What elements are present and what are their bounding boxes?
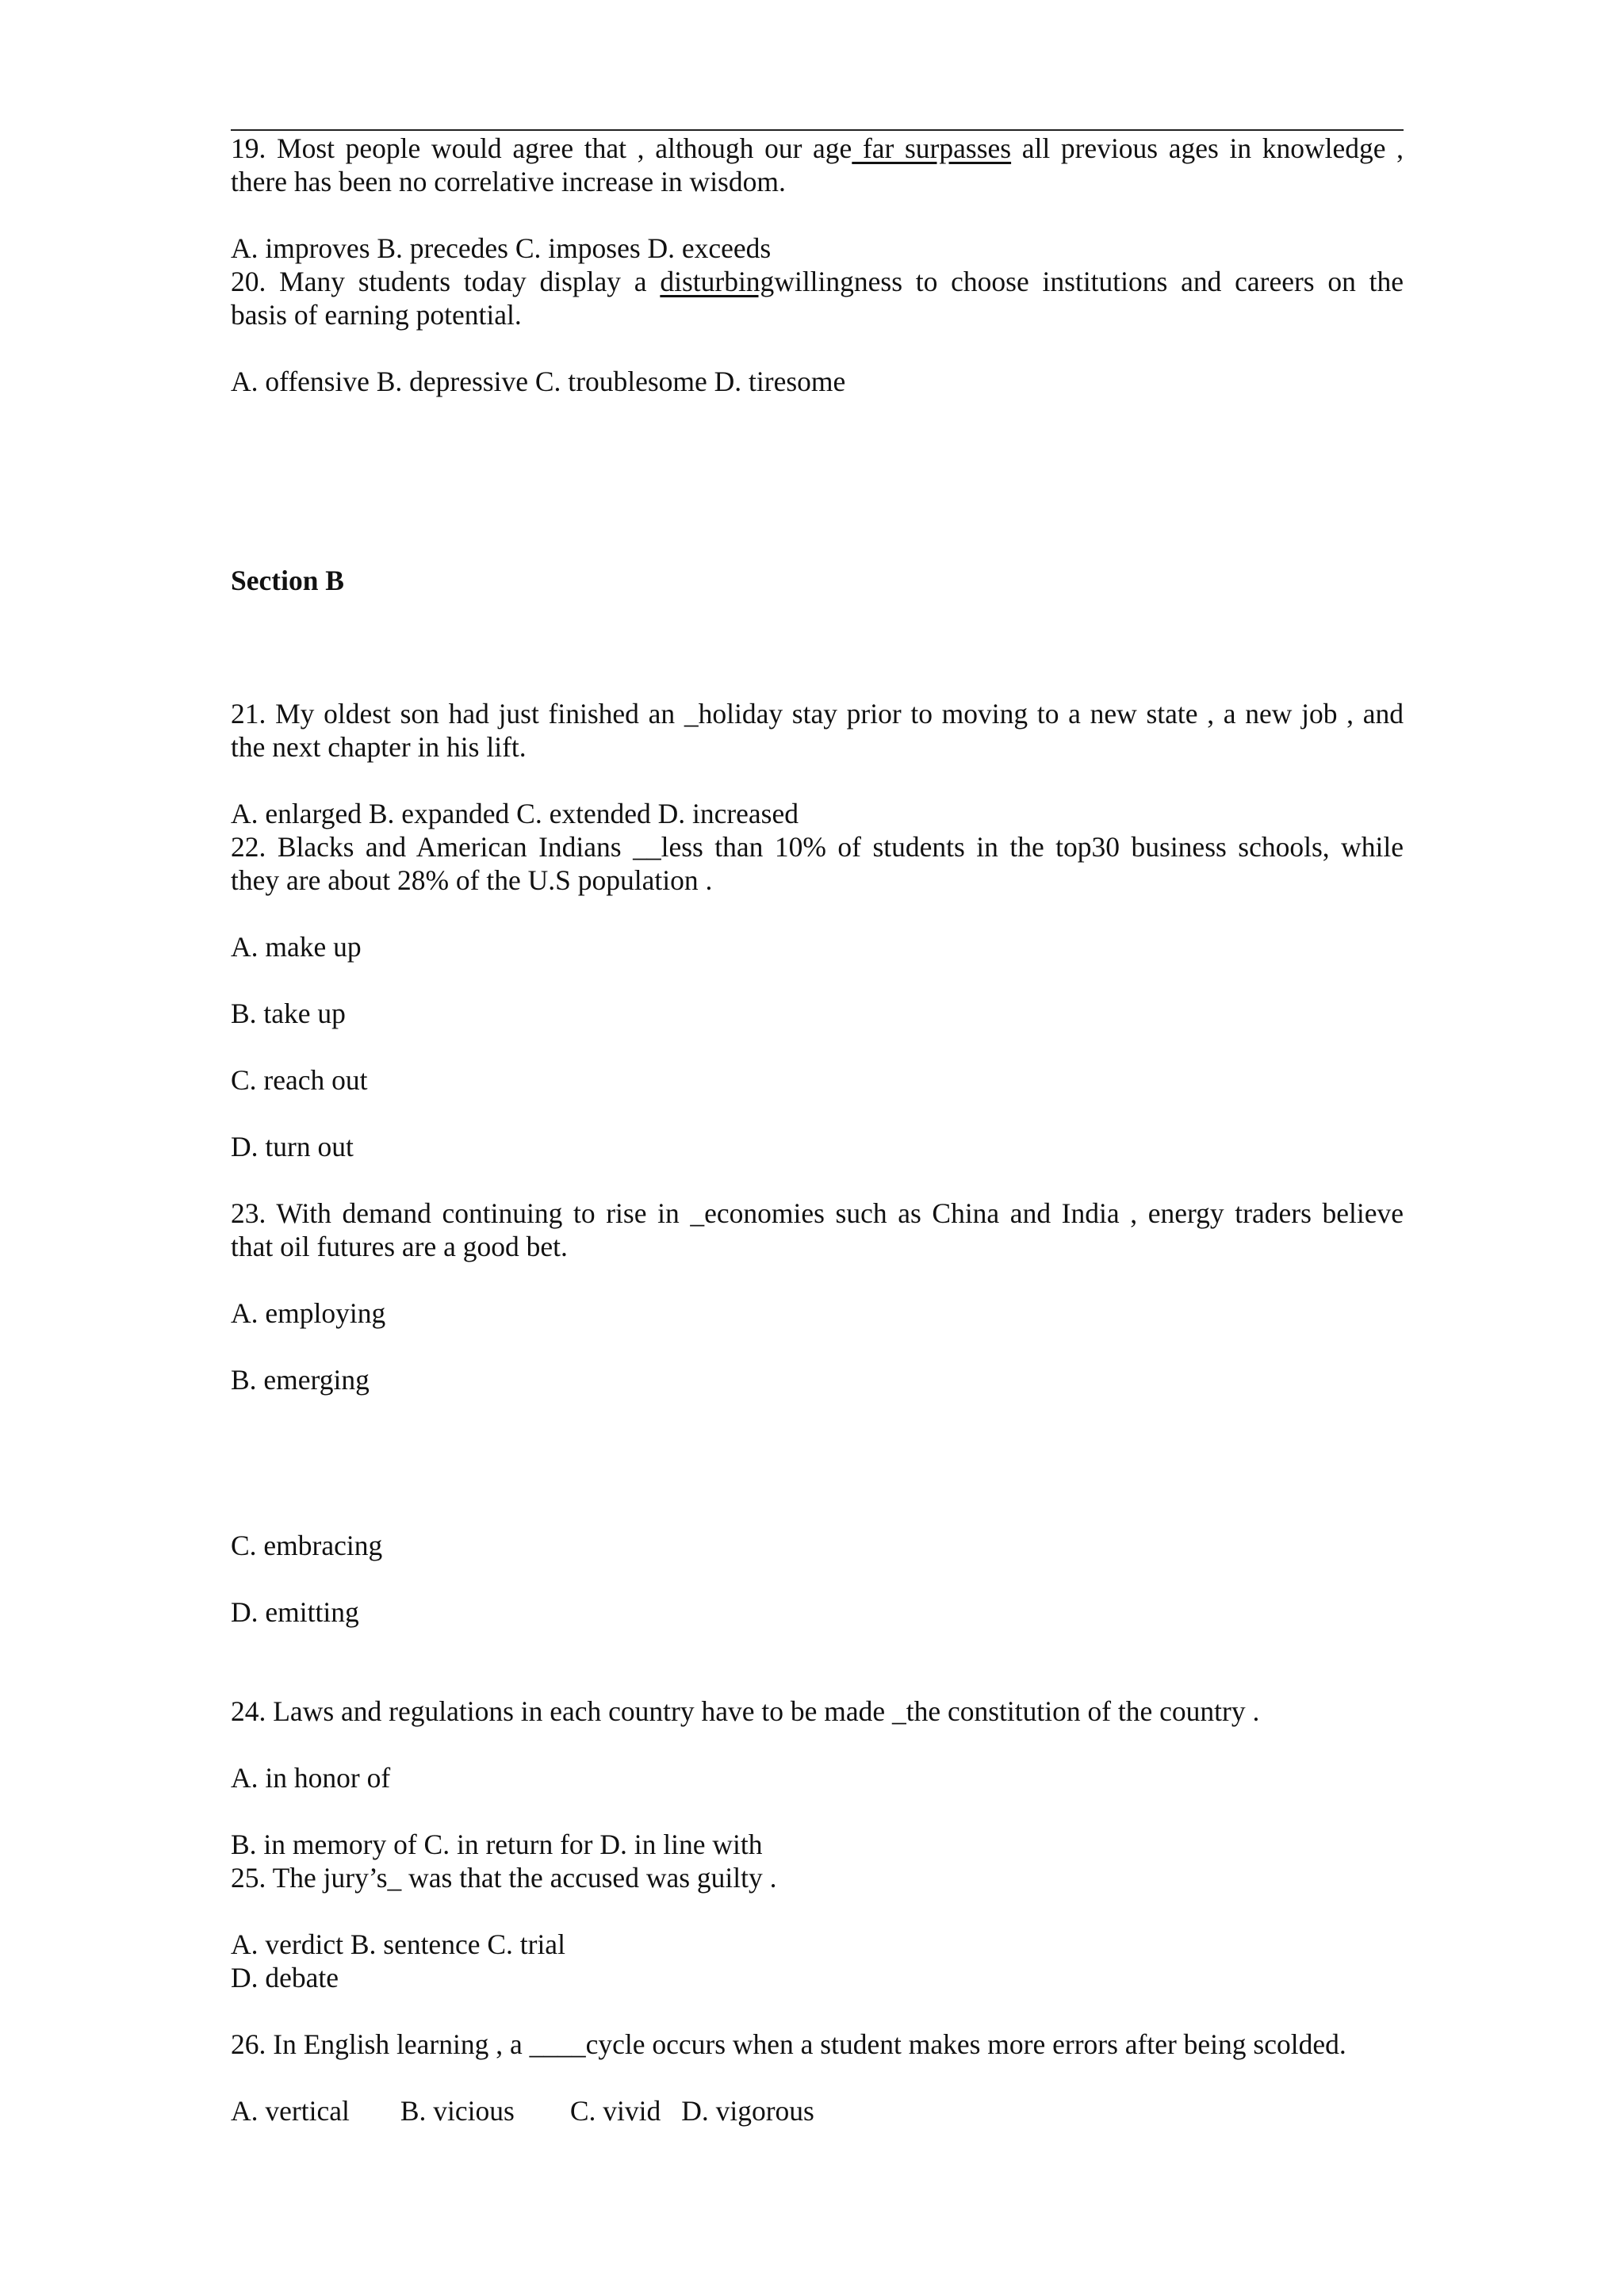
- top-rule: [231, 129, 1404, 131]
- q24-option-a: A. in honor of: [231, 1762, 391, 1794]
- q22-line2: they are about 28% of the U.S population .: [231, 864, 713, 896]
- q26-option-a: A. vertical: [231, 2095, 350, 2127]
- q21-options: A. enlarged B. expanded C. extended D. increased: [231, 798, 799, 829]
- q23-option-a: A. employing: [231, 1297, 386, 1329]
- q23-line2: that oil futures are a good bet.: [231, 1231, 568, 1262]
- q20-options: A. offensive B. depressive C. troublesome D. tiresome: [231, 366, 846, 397]
- q20-underlined-word: disturbing: [660, 266, 775, 297]
- q25-number: 25.: [231, 1862, 266, 1894]
- q26-blank: ____: [529, 2028, 586, 2060]
- q22-line1: [231, 830, 1404, 864]
- q24-options-bcd: B. in memory of C. in return for D. in line with: [231, 1829, 763, 1860]
- q22-number: 22.: [231, 831, 266, 863]
- q19-text-post: all previous ages in knowledge ,: [1011, 132, 1404, 164]
- q21-text: My oldest son had just finished an _holiday stay prior to moving to a new state , a new job , and: [275, 698, 1404, 730]
- q19-text-pre: Most people would agree that , although our age: [277, 132, 852, 164]
- q24-number: 24.: [231, 1695, 266, 1727]
- q19-number: 19.: [231, 132, 266, 164]
- q26-options: [231, 2094, 1404, 2127]
- q26-option-b: B. vicious: [400, 2095, 515, 2127]
- q22-option-c: C. reach out: [231, 1064, 368, 1096]
- q20-text-post: willingness to choose institutions and careers on the: [774, 266, 1404, 297]
- q22-text: Blacks and American Indians __less than 10% of students in the top30 business schools, while: [277, 831, 1404, 863]
- q23-option-c: C. embracing: [231, 1530, 383, 1561]
- q23-option-d: D. emitting: [231, 1596, 359, 1628]
- q26-number: 26.: [231, 2028, 266, 2060]
- q19-line1: [231, 132, 1404, 165]
- q25-line1: [231, 1861, 1404, 1894]
- q23-line1: [231, 1197, 1404, 1230]
- q23-text: With demand continuing to rise in _economies such as China and India , energy traders believe: [276, 1197, 1404, 1229]
- q22-option-a: A. make up: [231, 931, 362, 963]
- q21-line2: the next chapter in his lift.: [231, 731, 527, 763]
- section-b-title: Section B: [231, 565, 344, 596]
- q19-underlined-phrase: far surpasses: [852, 132, 1012, 164]
- q24-line1: [231, 1695, 1404, 1728]
- q20-text-pre: Many students today display a: [279, 266, 661, 297]
- q20-number: 20.: [231, 266, 266, 297]
- q22-option-b: B. take up: [231, 998, 346, 1029]
- q19-options: A. improves B. precedes C. imposes D. exceeds: [231, 232, 772, 264]
- q26-option-c: C. vivid: [569, 2095, 661, 2127]
- q26-option-d: D. vigorous: [681, 2095, 814, 2127]
- q26-line1: [231, 2028, 1404, 2061]
- q23-number: 23.: [231, 1197, 266, 1229]
- q25-option-d: D. debate: [231, 1962, 339, 1993]
- q23-option-b: B. emerging: [231, 1364, 370, 1396]
- q21-line1: [231, 697, 1404, 730]
- q21-number: 21.: [231, 698, 266, 730]
- q22-option-d: D. turn out: [231, 1131, 354, 1162]
- q24-text: Laws and regulations in each country have to be made _the constitution of the country .: [273, 1695, 1260, 1727]
- q19-line2: there has been no correlative increase in wisdom.: [231, 166, 786, 197]
- q25-text: The jury’s_ was that the accused was guilty .: [272, 1862, 777, 1894]
- q26-text-post: cycle occurs when a student makes more errors after being scolded.: [585, 2028, 1346, 2060]
- q26-text-pre: In English learning , a: [273, 2028, 530, 2060]
- q25-options-abc: A. verdict B. sentence C. trial: [231, 1928, 565, 1960]
- q20-line1: [231, 265, 1404, 298]
- q20-line2: basis of earning potential.: [231, 299, 522, 331]
